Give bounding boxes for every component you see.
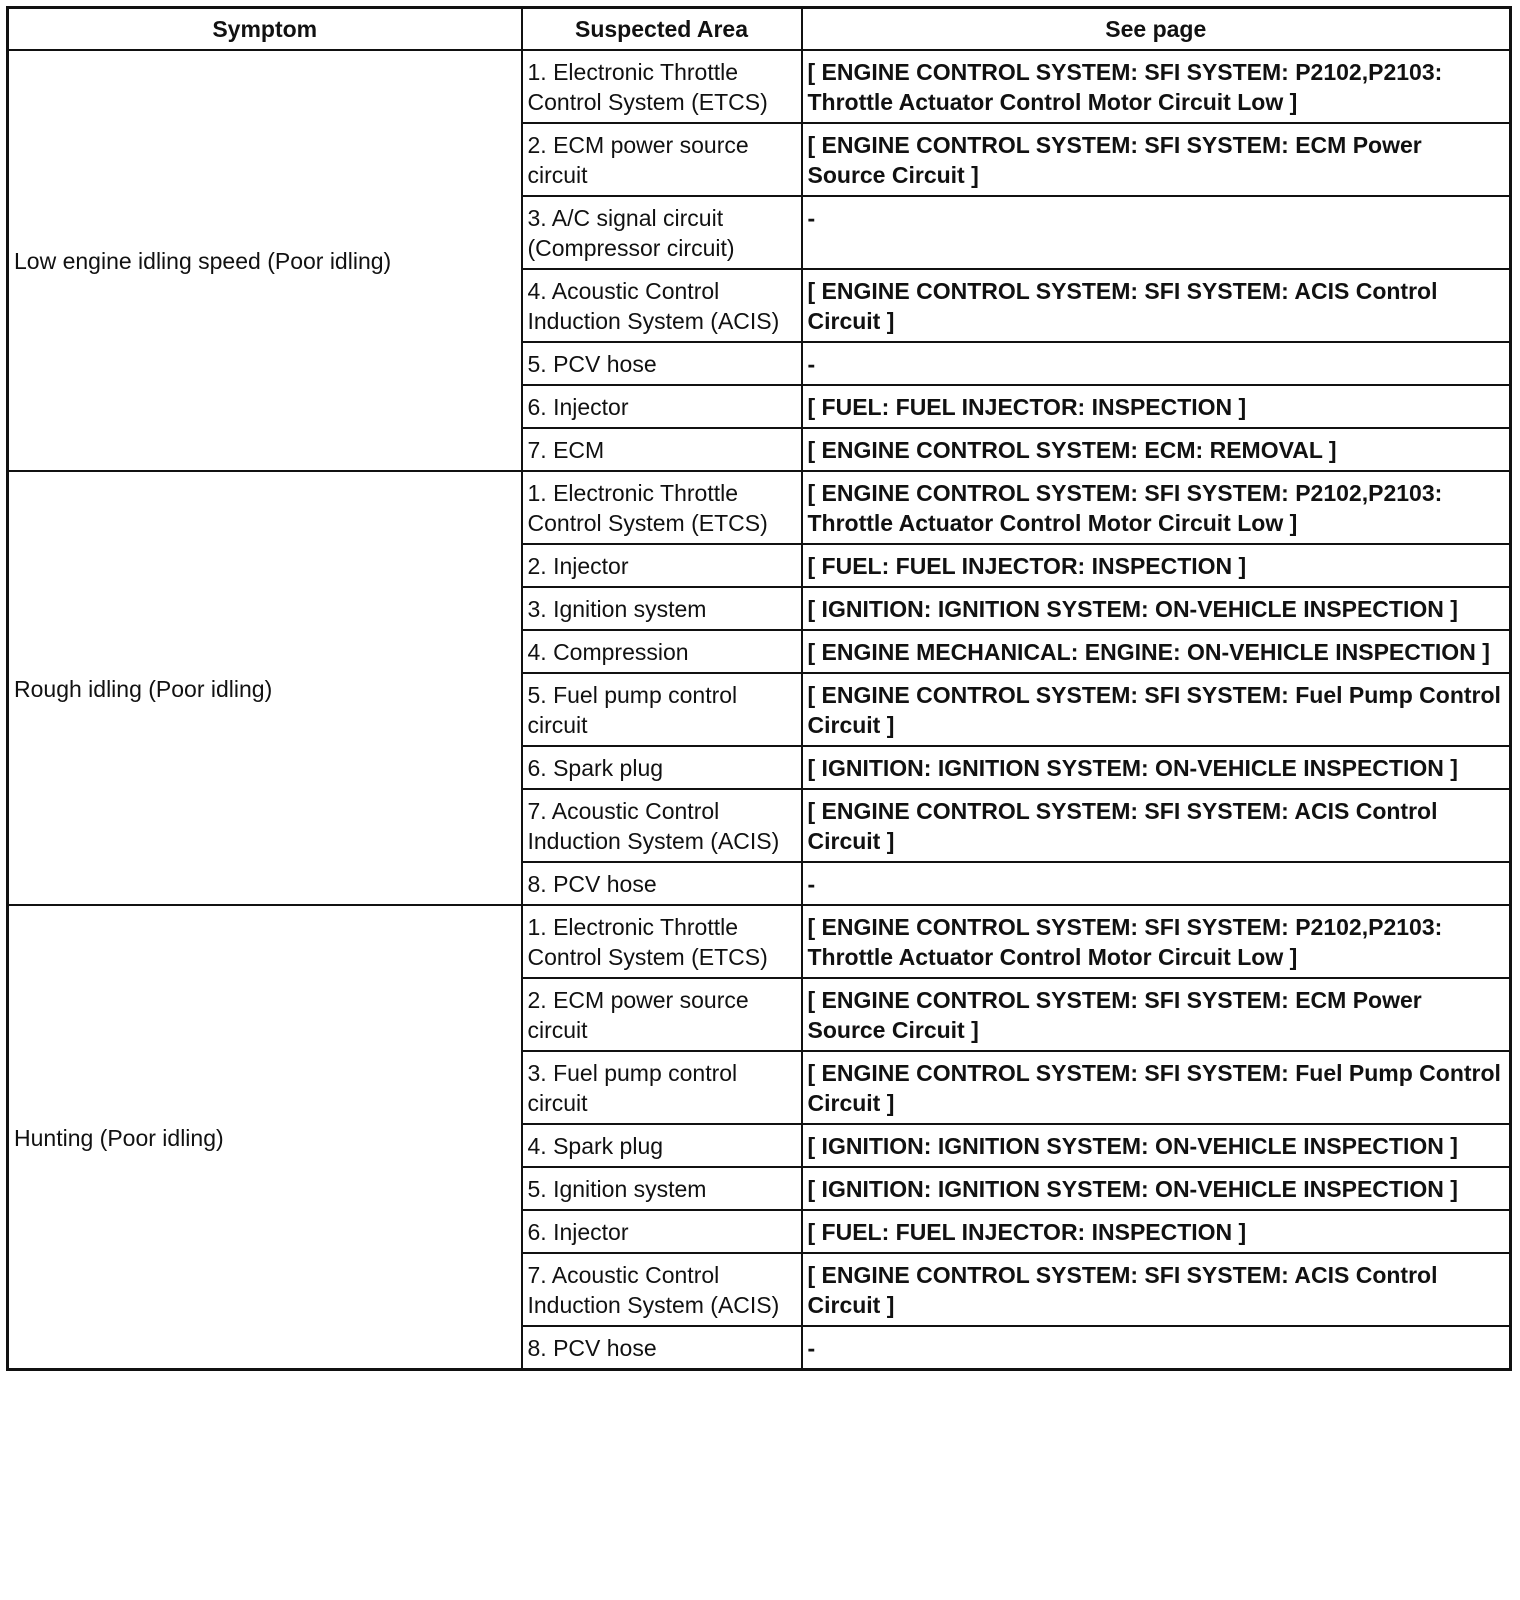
see-page-cell: [ FUEL: FUEL INJECTOR: INSPECTION ] <box>802 1210 1511 1253</box>
see-page-cell: [ ENGINE CONTROL SYSTEM: SFI SYSTEM: ECM Power Source Circuit ] <box>802 123 1511 196</box>
suspected-area-cell: 4. Acoustic Control Induction System (ACIS) <box>522 269 802 342</box>
see-page-cell: [ ENGINE CONTROL SYSTEM: SFI SYSTEM: Fuel Pump Control Circuit ] <box>802 1051 1511 1124</box>
header-row <box>8 8 1511 51</box>
header-suspected-area: Suspected Area <box>522 8 802 51</box>
see-page-cell: [ ENGINE CONTROL SYSTEM: ECM: REMOVAL ] <box>802 428 1511 471</box>
symptom-cell: Low engine idling speed (Poor idling) <box>8 50 522 471</box>
see-page-cell: [ IGNITION: IGNITION SYSTEM: ON-VEHICLE INSPECTION ] <box>802 746 1511 789</box>
see-page-cell: [ FUEL: FUEL INJECTOR: INSPECTION ] <box>802 544 1511 587</box>
suspected-area-cell: 2. ECM power source circuit <box>522 123 802 196</box>
suspected-area-cell: 7. ECM <box>522 428 802 471</box>
see-page-cell: [ ENGINE CONTROL SYSTEM: SFI SYSTEM: P2102,P2103: Throttle Actuator Control Motor Circuit Low ] <box>802 50 1511 123</box>
suspected-area-cell: 5. Fuel pump control circuit <box>522 673 802 746</box>
see-page-cell: - <box>802 862 1511 905</box>
see-page-cell: [ FUEL: FUEL INJECTOR: INSPECTION ] <box>802 385 1511 428</box>
suspected-area-cell: 5. PCV hose <box>522 342 802 385</box>
see-page-cell: [ ENGINE CONTROL SYSTEM: SFI SYSTEM: P2102,P2103: Throttle Actuator Control Motor Circuit Low ] <box>802 471 1511 544</box>
table-row <box>8 471 1511 544</box>
table-body <box>8 50 1511 1370</box>
see-page-cell: [ ENGINE MECHANICAL: ENGINE: ON-VEHICLE INSPECTION ] <box>802 630 1511 673</box>
see-page-cell: [ IGNITION: IGNITION SYSTEM: ON-VEHICLE INSPECTION ] <box>802 587 1511 630</box>
suspected-area-cell: 2. ECM power source circuit <box>522 978 802 1051</box>
header-symptom: Symptom <box>8 8 522 51</box>
suspected-area-cell: 6. Injector <box>522 1210 802 1253</box>
see-page-cell: [ ENGINE CONTROL SYSTEM: SFI SYSTEM: ACIS Control Circuit ] <box>802 789 1511 862</box>
see-page-cell: [ ENGINE CONTROL SYSTEM: SFI SYSTEM: Fuel Pump Control Circuit ] <box>802 673 1511 746</box>
suspected-area-cell: 3. Fuel pump control circuit <box>522 1051 802 1124</box>
see-page-cell: - <box>802 1326 1511 1370</box>
symptom-cell: Rough idling (Poor idling) <box>8 471 522 905</box>
suspected-area-cell: 3. A/C signal circuit (Compressor circuit) <box>522 196 802 269</box>
see-page-cell: [ IGNITION: IGNITION SYSTEM: ON-VEHICLE INSPECTION ] <box>802 1124 1511 1167</box>
suspected-area-cell: 5. Ignition system <box>522 1167 802 1210</box>
see-page-cell: [ ENGINE CONTROL SYSTEM: SFI SYSTEM: ACIS Control Circuit ] <box>802 269 1511 342</box>
table-row <box>8 50 1511 123</box>
suspected-area-cell: 7. Acoustic Control Induction System (ACIS) <box>522 789 802 862</box>
suspected-area-cell: 4. Compression <box>522 630 802 673</box>
suspected-area-cell: 8. PCV hose <box>522 862 802 905</box>
symptom-cell: Hunting (Poor idling) <box>8 905 522 1370</box>
see-page-cell: [ ENGINE CONTROL SYSTEM: SFI SYSTEM: P2102,P2103: Throttle Actuator Control Motor Circuit Low ] <box>802 905 1511 978</box>
see-page-cell: [ ENGINE CONTROL SYSTEM: SFI SYSTEM: ACIS Control Circuit ] <box>802 1253 1511 1326</box>
suspected-area-cell: 6. Spark plug <box>522 746 802 789</box>
suspected-area-cell: 3. Ignition system <box>522 587 802 630</box>
suspected-area-cell: 1. Electronic Throttle Control System (ETCS) <box>522 905 802 978</box>
table-row <box>8 905 1511 978</box>
suspected-area-cell: 1. Electronic Throttle Control System (ETCS) <box>522 471 802 544</box>
symptom-table <box>6 6 1512 1371</box>
suspected-area-cell: 8. PCV hose <box>522 1326 802 1370</box>
see-page-cell: - <box>802 342 1511 385</box>
see-page-cell: [ ENGINE CONTROL SYSTEM: SFI SYSTEM: ECM Power Source Circuit ] <box>802 978 1511 1051</box>
see-page-cell: - <box>802 196 1511 269</box>
header-see-page: See page <box>802 8 1511 51</box>
suspected-area-cell: 1. Electronic Throttle Control System (ETCS) <box>522 50 802 123</box>
suspected-area-cell: 2. Injector <box>522 544 802 587</box>
see-page-cell: [ IGNITION: IGNITION SYSTEM: ON-VEHICLE INSPECTION ] <box>802 1167 1511 1210</box>
suspected-area-cell: 7. Acoustic Control Induction System (ACIS) <box>522 1253 802 1326</box>
suspected-area-cell: 6. Injector <box>522 385 802 428</box>
suspected-area-cell: 4. Spark plug <box>522 1124 802 1167</box>
